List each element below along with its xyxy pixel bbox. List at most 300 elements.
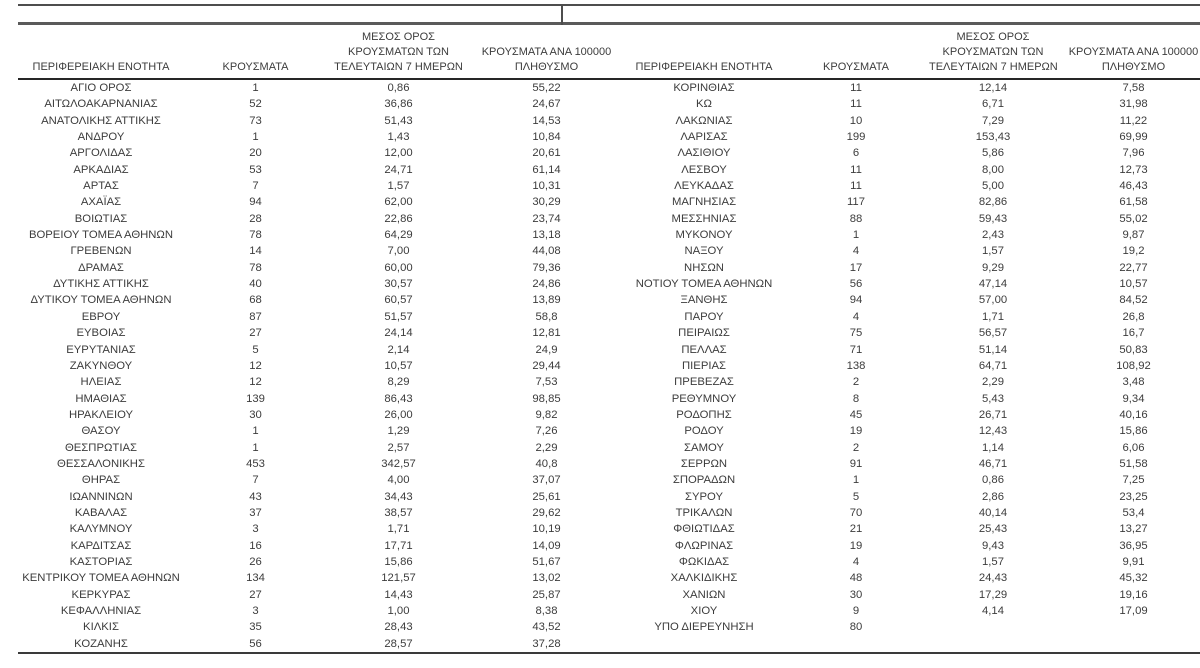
value-cell xyxy=(1059,619,1200,635)
value-cell: 12,73 xyxy=(1119,163,1148,176)
value-cell: 199 xyxy=(846,131,866,144)
value-cell: 9 xyxy=(852,605,860,617)
value-cell: 1,00 xyxy=(387,605,410,617)
region-cell: ΑΝΔΡΟΥ xyxy=(77,131,125,144)
value-cell: 12 xyxy=(249,376,262,389)
value-cell: 26 xyxy=(249,555,262,568)
value-cell: 2,57 xyxy=(387,441,410,454)
region-cell: ΗΡΑΚΛΕΙΟΥ xyxy=(68,408,134,421)
value-cell: 36,95 xyxy=(1119,539,1148,552)
value-cell: 26,71 xyxy=(978,408,1008,421)
region-cell: ΔΡΑΜΑΣ xyxy=(78,261,124,274)
region-cell: ΚΙΛΚΙΣ xyxy=(83,621,119,634)
region-cell xyxy=(623,636,785,653)
value-cell: 2,14 xyxy=(387,343,410,356)
region-cell: ΑΙΤΩΛΟΑΚΑΡΝΑΝΙΑΣ xyxy=(44,98,158,111)
header-cases-left xyxy=(184,30,327,79)
region-cell: ΛΑΣΙΘΙΟΥ xyxy=(677,147,731,160)
region-cell: ΠΑΡΟΥ xyxy=(684,310,724,323)
value-cell: 9,82 xyxy=(535,408,558,421)
region-cell: ΓΡΕΒΕΝΩΝ xyxy=(70,245,132,258)
top-rule-vertical-divider xyxy=(561,4,563,25)
value-cell: 9,43 xyxy=(982,539,1004,552)
value-cell: 10 xyxy=(849,114,863,127)
table-row xyxy=(18,227,1200,243)
header-label: ΠΕΡΙΦΕΡΕΙΑΚΗ ΕΝΟΤΗΤΑ xyxy=(635,61,773,73)
value-cell: 19 xyxy=(849,539,863,552)
value-cell: 70 xyxy=(849,506,863,519)
value-cell: 1 xyxy=(252,441,259,454)
value-cell: 37,07 xyxy=(532,474,561,487)
table-row xyxy=(18,309,1200,325)
value-cell: 12 xyxy=(249,359,262,372)
region-cell: ΚΑΒΑΛΑΣ xyxy=(74,506,128,519)
region-cell: ΚΕΝΤΡΙΚΟΥ ΤΟΜΕΑ ΑΘΗΝΩΝ xyxy=(22,572,180,585)
value-cell: 0,86 xyxy=(387,82,410,94)
value-cell: 11 xyxy=(850,82,862,94)
region-cell: ΒΟΡΕΙΟΥ ΤΟΜΕΑ ΑΘΗΝΩΝ xyxy=(28,229,174,242)
table-row xyxy=(18,505,1200,521)
region-cell: ΣΠΟΡΑΔΩΝ xyxy=(672,474,736,487)
value-cell: 30,57 xyxy=(384,278,413,291)
table-row xyxy=(18,636,1200,653)
value-cell: 7 xyxy=(252,180,259,193)
region-cell: ΝΑΞΟΥ xyxy=(684,245,724,258)
value-cell: 10,57 xyxy=(1119,278,1148,291)
header-label-line: ΤΕΛΕΥΤΑΙΩΝ 7 ΗΜΕΡΩΝ xyxy=(334,61,463,73)
value-cell: 11 xyxy=(850,98,862,111)
value-cell: 14,43 xyxy=(384,588,413,601)
value-cell: 7,00 xyxy=(387,245,410,258)
value-cell: 52 xyxy=(249,98,262,111)
value-cell: 17,71 xyxy=(384,539,413,552)
region-cell: ΡΕΘΥΜΝΟΥ xyxy=(671,392,737,405)
value-cell xyxy=(927,636,1059,653)
value-cell: 2,29 xyxy=(982,376,1004,389)
region-cell: ΛΑΚΩΝΙΑΣ xyxy=(675,114,733,127)
value-cell: 10,84 xyxy=(532,131,561,144)
value-cell: 11,22 xyxy=(1119,114,1148,127)
value-cell: 17,29 xyxy=(978,588,1008,601)
region-cell: ΧΙΟΥ xyxy=(690,605,718,617)
header-avg7-right xyxy=(927,30,1059,79)
value-cell: 87 xyxy=(249,310,262,323)
table-row xyxy=(18,145,1200,161)
value-cell: 5,00 xyxy=(982,180,1004,193)
value-cell: 7,53 xyxy=(535,376,558,389)
table-body xyxy=(18,79,1200,653)
region-cell: ΗΜΑΘΙΑΣ xyxy=(75,392,127,405)
value-cell: 24,67 xyxy=(532,98,561,111)
header-label-line: ΜΕΣΟΣ ΟΡΟΣ xyxy=(956,31,1030,43)
table-row xyxy=(18,391,1200,407)
value-cell: 17,09 xyxy=(1119,605,1148,617)
value-cell: 1,57 xyxy=(982,245,1004,258)
region-cell: ΔΥΤΙΚΗΣ ΑΤΤΙΚΗΣ xyxy=(53,278,149,291)
value-cell: 6,06 xyxy=(1122,441,1145,454)
value-cell: 69,99 xyxy=(1119,131,1148,144)
value-cell: 12,14 xyxy=(978,82,1008,94)
region-cell: ΑΓΙΟ ΟΡΟΣ xyxy=(70,82,132,94)
header-label-line: ΚΡΟΥΣΜΑΤΑ ΑΝΑ 100000 xyxy=(1068,46,1199,58)
value-cell: 3 xyxy=(252,523,259,536)
value-cell: 62,00 xyxy=(384,196,413,209)
value-cell: 15,86 xyxy=(384,555,413,568)
value-cell: 3 xyxy=(252,605,259,617)
value-cell: 37 xyxy=(249,506,262,519)
value-cell: 19,16 xyxy=(1119,588,1148,601)
value-cell: 4 xyxy=(852,245,860,258)
value-cell: 13,27 xyxy=(1119,523,1148,536)
top-rule-lower xyxy=(18,22,1200,25)
value-cell: 34,43 xyxy=(384,490,413,503)
value-cell: 342,57 xyxy=(381,457,416,470)
value-cell: 84,52 xyxy=(1119,294,1148,307)
region-cell: ΕΥΡΥΤΑΝΙΑΣ xyxy=(66,343,136,356)
value-cell: 56 xyxy=(184,636,327,653)
value-cell: 16 xyxy=(249,539,262,552)
value-cell: 5 xyxy=(852,490,860,503)
header-label-line: ΤΕΛΕΥΤΑΙΩΝ 7 ΗΜΕΡΩΝ xyxy=(929,61,1058,73)
header-row xyxy=(18,30,1200,79)
value-cell: 13,89 xyxy=(532,294,561,307)
header-label-line: ΠΛΗΘΥΣΜΟ xyxy=(514,61,579,73)
value-cell: 1 xyxy=(252,82,259,94)
region-cell: ΦΘΙΩΤΙΔΑΣ xyxy=(673,523,735,536)
region-cell: ΘΗΡΑΣ xyxy=(81,474,121,487)
table-row xyxy=(18,570,1200,586)
value-cell: 9,87 xyxy=(1122,229,1145,242)
value-cell: 0,86 xyxy=(982,474,1004,487)
table-row xyxy=(18,162,1200,178)
value-cell: 1,57 xyxy=(387,180,410,193)
value-cell: 26,8 xyxy=(1122,310,1145,323)
table-row xyxy=(18,211,1200,227)
value-cell: 1,14 xyxy=(982,441,1004,454)
value-cell: 138 xyxy=(846,359,866,372)
value-cell: 3,48 xyxy=(1122,376,1145,389)
value-cell: 73 xyxy=(249,114,262,127)
region-cell: ΠΙΕΡΙΑΣ xyxy=(681,359,727,372)
table-row xyxy=(18,113,1200,129)
value-cell: 1 xyxy=(252,425,259,438)
region-cell: ΑΝΑΤΟΛΙΚΗΣ ΑΤΤΙΚΗΣ xyxy=(41,114,161,127)
region-cell: ΝΗΣΩΝ xyxy=(684,261,724,274)
value-cell: 23,25 xyxy=(1119,490,1148,503)
value-cell: 1,71 xyxy=(982,310,1004,323)
value-cell: 5,86 xyxy=(982,147,1004,160)
table-row xyxy=(18,521,1200,537)
value-cell: 8,29 xyxy=(387,376,410,389)
value-cell: 43 xyxy=(249,490,262,503)
value-cell: 12,43 xyxy=(978,425,1008,438)
value-cell: 91 xyxy=(849,457,863,470)
region-cell: ΛΕΥΚΑΔΑΣ xyxy=(674,180,734,193)
value-cell: 60,00 xyxy=(384,261,413,274)
value-cell: 22,77 xyxy=(1119,261,1148,274)
region-cell: ΞΑΝΘΗΣ xyxy=(680,294,728,307)
value-cell: 1 xyxy=(252,131,259,144)
value-cell: 13,02 xyxy=(532,572,561,585)
value-cell xyxy=(927,619,1059,635)
region-cell: ΣΥΡΟΥ xyxy=(684,490,723,503)
value-cell: 1,29 xyxy=(387,425,410,438)
region-cell: ΧΑΛΚΙΔΙΚΗΣ xyxy=(670,572,738,585)
value-cell: 61,14 xyxy=(532,163,561,176)
value-cell: 121,57 xyxy=(381,572,416,585)
value-cell: 20 xyxy=(249,147,262,160)
value-cell: 43,52 xyxy=(532,621,561,634)
value-cell: 16,7 xyxy=(1122,327,1145,340)
header-avg7-left xyxy=(327,30,470,79)
header-label-line: ΚΡΟΥΣΜΑΤΩΝ ΤΩΝ xyxy=(348,46,449,58)
value-cell: 4 xyxy=(852,555,860,568)
region-cell: ΡΟΔΟΠΗΣ xyxy=(676,408,732,421)
value-cell: 2,29 xyxy=(535,441,558,454)
value-cell: 79,36 xyxy=(532,261,561,274)
table-row xyxy=(18,194,1200,210)
value-cell: 30 xyxy=(249,408,262,421)
region-cell: ΑΡΚΑΔΙΑΣ xyxy=(73,163,129,176)
header-cases-right xyxy=(785,30,927,79)
value-cell: 26,00 xyxy=(384,408,413,421)
region-cell: ΚΩ xyxy=(696,98,712,111)
value-cell: 71 xyxy=(849,343,863,356)
value-cell: 8 xyxy=(852,392,860,405)
table-row xyxy=(18,423,1200,439)
value-cell: 48 xyxy=(849,572,863,585)
value-cell: 7,25 xyxy=(1122,474,1145,487)
table-row xyxy=(18,538,1200,554)
value-cell: 1,43 xyxy=(387,131,410,144)
region-cell: ΑΧΑΪΑΣ xyxy=(80,196,122,209)
region-cell: ΗΛΕΙΑΣ xyxy=(80,376,122,389)
value-cell: 53,4 xyxy=(1122,506,1145,519)
table-row xyxy=(18,342,1200,358)
region-cell: ΛΕΣΒΟΥ xyxy=(681,163,727,176)
value-cell: 55,22 xyxy=(532,82,561,94)
value-cell: 7,26 xyxy=(535,425,558,438)
region-cell: ΡΟΔΟΥ xyxy=(684,425,724,438)
value-cell: 51,57 xyxy=(384,310,413,323)
value-cell: 12,00 xyxy=(384,147,413,160)
table-row xyxy=(18,440,1200,456)
table-row xyxy=(18,374,1200,390)
value-cell xyxy=(785,636,927,653)
region-cell: ΦΩΚΙΔΑΣ xyxy=(678,555,730,568)
table-row xyxy=(18,260,1200,276)
value-cell: 11 xyxy=(850,180,862,193)
region-cell: ΚΟΡΙΝΘΙΑΣ xyxy=(673,82,735,94)
value-cell: 2,86 xyxy=(982,490,1004,503)
region-cell: ΜΥΚΟΝΟΥ xyxy=(675,229,733,242)
value-cell: 22,86 xyxy=(384,212,413,225)
region-cell: ΛΑΡΙΣΑΣ xyxy=(680,131,728,144)
region-cell: ΑΡΓΟΛΙΔΑΣ xyxy=(69,147,133,160)
value-cell: 7 xyxy=(252,474,259,487)
value-cell: 7,58 xyxy=(1122,82,1145,94)
region-cell: ΦΛΩΡΙΝΑΣ xyxy=(674,539,734,552)
value-cell: 28 xyxy=(249,212,262,225)
value-cell: 44,08 xyxy=(532,245,561,258)
value-cell: 117 xyxy=(846,196,865,209)
region-cell: ΜΑΓΝΗΣΙΑΣ xyxy=(671,196,737,209)
value-cell: 139 xyxy=(246,392,265,405)
table-row xyxy=(18,79,1200,96)
value-cell: 25,61 xyxy=(532,490,561,503)
value-cell: 25,87 xyxy=(532,588,561,601)
region-cell: ΔΥΤΙΚΟΥ ΤΟΜΕΑ ΑΘΗΝΩΝ xyxy=(30,294,172,307)
value-cell: 2 xyxy=(852,376,860,389)
table-header xyxy=(18,30,1200,79)
value-cell: 7,29 xyxy=(982,114,1004,127)
region-cell: ΘΕΣΠΡΩΤΙΑΣ xyxy=(64,441,137,454)
value-cell: 24,71 xyxy=(384,163,413,176)
value-cell: 9,29 xyxy=(982,261,1004,274)
region-cell: ΘΑΣΟΥ xyxy=(81,425,121,438)
value-cell: 45,32 xyxy=(1119,572,1148,585)
value-cell: 30,29 xyxy=(532,196,561,209)
value-cell: 6 xyxy=(852,147,860,160)
value-cell: 15,86 xyxy=(1119,425,1148,438)
value-cell: 29,44 xyxy=(532,359,561,372)
header-label-line: ΚΡΟΥΣΜΑΤΑ ΑΝΑ 100000 xyxy=(481,46,612,58)
region-cell: ΣΑΜΟΥ xyxy=(684,441,724,454)
region-cell: ΚΟΖΑΝΗΣ xyxy=(18,636,184,653)
value-cell: 1,57 xyxy=(982,555,1004,568)
value-cell: 35 xyxy=(249,621,262,634)
region-cell: ΖΑΚΥΝΘΟΥ xyxy=(69,359,133,372)
value-cell: 36,86 xyxy=(384,98,413,111)
header-per100k-left xyxy=(470,30,623,79)
region-cell: ΙΩΑΝΝΙΝΩΝ xyxy=(69,490,133,503)
value-cell: 51,14 xyxy=(978,343,1008,356)
value-cell: 1,71 xyxy=(387,523,410,536)
table-row xyxy=(18,472,1200,488)
table-row xyxy=(18,178,1200,194)
table-row xyxy=(18,96,1200,112)
region-cell: ΒΟΙΩΤΙΑΣ xyxy=(74,212,128,225)
value-cell: 68 xyxy=(249,294,262,307)
region-cell: ΕΥΒΟΙΑΣ xyxy=(76,327,126,340)
value-cell: 13,18 xyxy=(532,229,561,242)
value-cell: 153,43 xyxy=(975,131,1011,144)
table-row xyxy=(18,489,1200,505)
value-cell: 5 xyxy=(252,343,259,356)
header-label: ΚΡΟΥΣΜΑΤΑ xyxy=(222,61,289,73)
header-label-line: ΜΕΣΟΣ ΟΡΟΣ xyxy=(362,31,435,43)
table-row xyxy=(18,243,1200,259)
table-row xyxy=(18,554,1200,570)
table-row xyxy=(18,587,1200,603)
value-cell: 20,61 xyxy=(532,147,561,160)
table-row xyxy=(18,129,1200,145)
value-cell: 24,86 xyxy=(532,278,561,291)
value-cell: 58,8 xyxy=(535,310,558,323)
value-cell: 9,91 xyxy=(1122,555,1145,568)
header-label: ΠΕΡΙΦΕΡΕΙΑΚΗ ΕΝΟΤΗΤΑ xyxy=(32,61,170,73)
value-cell: 80 xyxy=(849,621,863,634)
table-row xyxy=(18,358,1200,374)
region-cell: ΣΕΡΡΩΝ xyxy=(680,457,728,470)
value-cell: 6,71 xyxy=(982,98,1004,111)
value-cell: 28,43 xyxy=(384,621,413,634)
value-cell: 78 xyxy=(249,261,262,274)
value-cell: 9,34 xyxy=(1122,392,1145,405)
value-cell: 23,74 xyxy=(532,212,561,225)
value-cell: 10,31 xyxy=(532,180,561,193)
value-cell: 38,57 xyxy=(384,506,413,519)
value-cell: 51,58 xyxy=(1119,457,1148,470)
value-cell: 17 xyxy=(849,261,863,274)
header-label-line: ΠΛΗΘΥΣΜΟ xyxy=(1101,61,1166,73)
value-cell xyxy=(1059,636,1200,653)
value-cell: 10,19 xyxy=(532,523,561,536)
value-cell: 24,9 xyxy=(535,343,558,356)
table-row xyxy=(18,292,1200,308)
value-cell: 60,57 xyxy=(384,294,413,307)
header-region-right xyxy=(623,30,785,79)
value-cell: 50,83 xyxy=(1119,343,1148,356)
value-cell: 5,43 xyxy=(982,392,1004,405)
value-cell: 27 xyxy=(249,588,262,601)
table-row xyxy=(18,603,1200,619)
value-cell: 40,14 xyxy=(978,506,1008,519)
table-row xyxy=(18,325,1200,341)
value-cell: 21 xyxy=(849,523,863,536)
value-cell: 24,14 xyxy=(384,327,413,340)
value-cell: 40 xyxy=(249,278,262,291)
value-cell: 134 xyxy=(246,572,265,585)
value-cell: 28,57 xyxy=(327,636,470,653)
value-cell: 108,92 xyxy=(1116,359,1151,372)
header-label: ΚΡΟΥΣΜΑΤΑ xyxy=(823,61,889,73)
region-cell: ΜΕΣΣΗΝΙΑΣ xyxy=(671,212,737,225)
value-cell: 2,43 xyxy=(982,229,1004,242)
top-rule-upper xyxy=(18,4,1200,6)
region-cell: ΚΑΡΔΙΤΣΑΣ xyxy=(70,539,132,552)
region-cell: ΥΠΟ ΔΙΕΡΕΥΝΗΣΗ xyxy=(654,621,754,634)
value-cell: 98,85 xyxy=(532,392,561,405)
value-cell: 47,14 xyxy=(978,278,1008,291)
value-cell: 4,00 xyxy=(387,474,410,487)
value-cell: 14 xyxy=(249,245,262,258)
value-cell: 37,28 xyxy=(470,636,623,653)
value-cell: 45 xyxy=(849,408,863,421)
value-cell: 8,00 xyxy=(982,163,1004,176)
value-cell: 78 xyxy=(249,229,262,242)
value-cell: 11 xyxy=(850,163,862,176)
value-cell: 86,43 xyxy=(384,392,413,405)
region-cell: ΠΡΕΒΕΖΑΣ xyxy=(674,376,734,389)
value-cell: 30 xyxy=(849,588,863,601)
value-cell: 46,43 xyxy=(1119,180,1148,193)
value-cell: 51,67 xyxy=(532,555,561,568)
region-cell: ΚΑΣΤΟΡΙΑΣ xyxy=(69,555,133,568)
value-cell: 453 xyxy=(246,457,265,470)
value-cell: 59,43 xyxy=(978,212,1008,225)
region-cell: ΑΡΤΑΣ xyxy=(83,180,119,193)
value-cell: 4,14 xyxy=(982,605,1004,617)
value-cell: 14,53 xyxy=(532,114,561,127)
value-cell: 94 xyxy=(249,196,262,209)
value-cell: 19 xyxy=(849,425,863,438)
value-cell: 8,38 xyxy=(535,605,558,617)
region-cell: ΝΟΤΙΟΥ ΤΟΜΕΑ ΑΘΗΝΩΝ xyxy=(635,278,773,291)
value-cell: 57,00 xyxy=(978,294,1008,307)
value-cell: 2 xyxy=(852,441,860,454)
value-cell: 56 xyxy=(849,278,863,291)
